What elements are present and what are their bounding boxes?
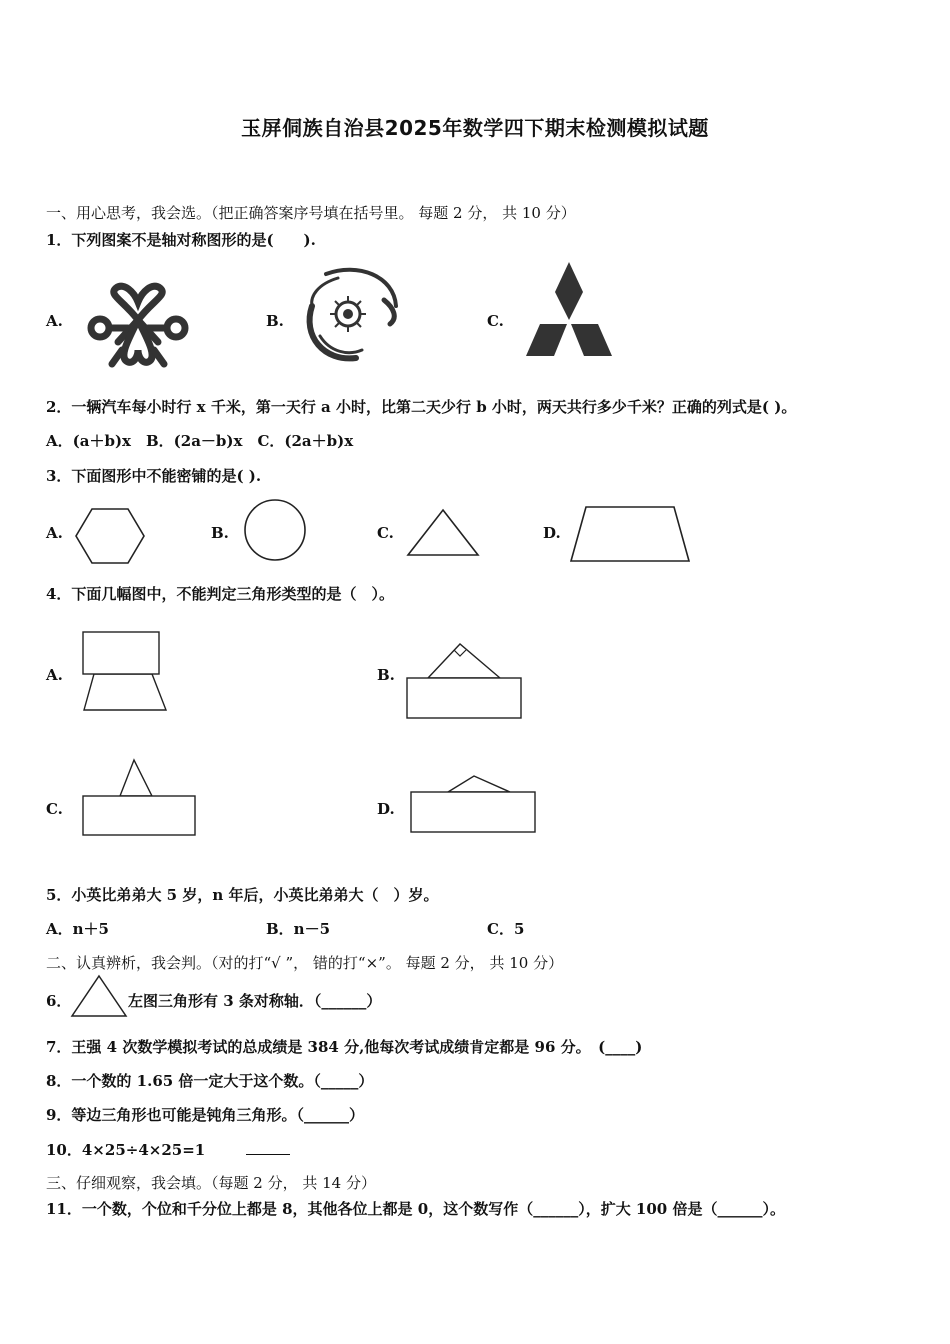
q1-option-c-label: C. <box>487 312 504 330</box>
covered-triangle-d <box>408 772 538 836</box>
three-diamond-logo-icon <box>526 262 614 358</box>
trapezoid-shape <box>568 504 692 564</box>
hexagon-shape <box>74 507 146 565</box>
q10-answer-blank[interactable] <box>246 1138 290 1155</box>
q6-triangle-figure <box>70 974 128 1018</box>
q3-option-c-label: C. <box>377 524 394 542</box>
q11-text: 11．一个数，个位和千分位上都是 8，其他各位上都是 0，这个数写作（______），扩大 100 倍是（______）。 <box>46 1200 785 1218</box>
covered-triangle-b <box>404 640 526 722</box>
triangle-shape <box>406 508 480 558</box>
q4-option-b-label: B. <box>377 666 395 684</box>
section2-heading: 二、认真辨析，我会判。（对的打“√ ”， 错的打“×”。 每题 2 分， 共 10 分） <box>46 954 564 972</box>
covered-triangle-a <box>80 630 170 714</box>
q5-text: 5．小英比弟弟大 5 岁，n 年后，小英比弟弟大（ ）岁。 <box>46 886 439 904</box>
q3-text: 3．下面图形中不能密铺的是( ). <box>46 467 262 485</box>
q5-option-b: B．n－5 <box>266 920 331 938</box>
q1-option-a-label: A. <box>46 312 63 330</box>
q7-text: 7．王强 4 次数学模拟考试的总成绩是 384 分,他每次考试成绩肯定都是 96 分。 (____) <box>46 1038 643 1056</box>
q3-option-b-label: B. <box>211 524 229 542</box>
q2-options: A．(a＋b)x B．(2a－b)x C．(2a＋b)x <box>46 432 354 450</box>
q10-text: 10．4×25÷4×25=1 <box>46 1141 206 1159</box>
q6-number: 6． <box>46 992 72 1010</box>
q5-option-c: C．5 <box>487 920 525 938</box>
q4-option-d-label: D. <box>377 800 395 818</box>
q4-option-a-label: A. <box>46 666 63 684</box>
swirl-sun-emblem-icon <box>298 266 408 366</box>
q8-text: 8．一个数的 1.65 倍一定大于这个数。（_____） <box>46 1072 374 1090</box>
q3-option-d-label: D. <box>543 524 561 542</box>
q1-text: 1．下列图案不是轴对称图形的是( ). <box>46 231 316 249</box>
q5-option-a: A．n＋5 <box>46 920 109 938</box>
covered-triangle-c <box>80 756 200 838</box>
chinese-knot-icon <box>78 280 198 370</box>
q4-option-c-label: C. <box>46 800 63 818</box>
q3-option-a-label: A. <box>46 524 63 542</box>
circle-shape <box>242 497 308 563</box>
section1-heading: 一、用心思考，我会选。（把正确答案序号填在括号里。 每题 2 分， 共 10 分） <box>46 204 576 222</box>
section3-heading: 三、仔细观察，我会填。（每题 2 分， 共 14 分） <box>46 1174 376 1192</box>
q6-text: 左图三角形有 3 条对称轴．（______） <box>128 992 382 1010</box>
q2-text: 2．一辆汽车每小时行 x 千米，第一天行 a 小时，比第二天少行 b 小时，两天共行多少千米？正确的列式是( )。 <box>46 398 797 416</box>
q9-text: 9．等边三角形也可能是钝角三角形。（______） <box>46 1106 364 1124</box>
page-title: 玉屏侗族自治县2025年数学四下期末检测模拟试题 <box>241 116 709 140</box>
q1-option-b-label: B. <box>266 312 284 330</box>
q4-text: 4．下面几幅图中，不能判定三角形类型的是（ ）。 <box>46 585 394 603</box>
